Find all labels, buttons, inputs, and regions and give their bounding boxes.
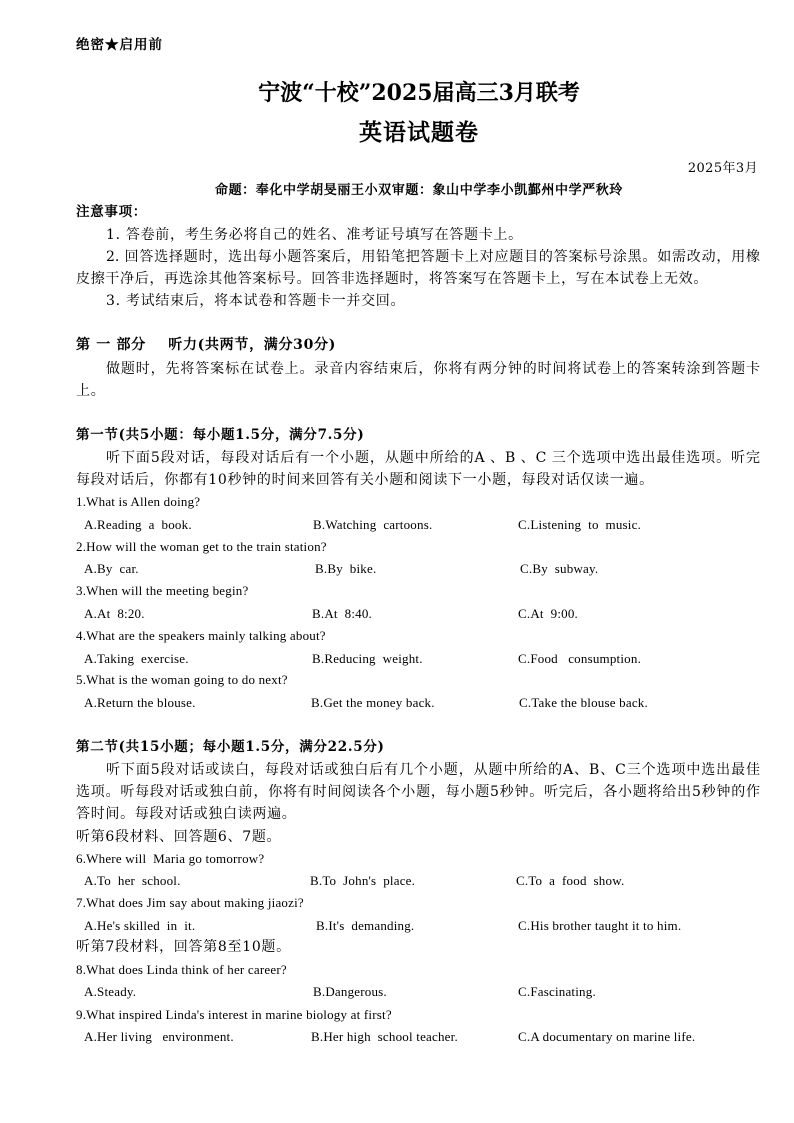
section-instructions: 听下面5段对话，每段对话后有一个小题，从题中所给的A 、B 、C 三个选项中选出最佳选项。听完 [106,450,760,466]
section-instructions-continued: 选项。听每段对话或独白前，你将有时间阅读各个小题，每小题5秒钟。听完后，各小题将给出5秒钟的作 [76,784,760,800]
option-c: C.By subway. [520,561,599,576]
notice-heading: 注意事项： [76,204,147,220]
question-stem: 3.When will the meeting begin? [76,583,249,598]
question-stem: 4.What are the speakers mainly talking about? [76,628,326,643]
part-heading: 第 一 部分 听力(共两节，满分30分) [76,337,337,353]
section-heading: 第一节(共5小题：每小题1.5分，满分7.5分) [76,427,365,443]
exam-subtitle: 英语试题卷 [359,119,479,146]
option-c: C.His brother taught it to him. [518,918,682,933]
option-b: B.It's demanding. [316,918,415,933]
author-line: 命题：奉化中学胡旻丽王小双审题：象山中学李小凯鄞州中学严秋玲 [214,183,623,198]
option-c: C.To a food show. [516,873,625,888]
option-a: A.At 8:20. [84,606,145,621]
part-instructions: 做题时，先将答案标在试卷上。录音内容结束后，你将有两分钟的时间将试卷上的答案转涂到答题卡 [106,361,760,377]
exam-title: 宁波“十校”2025届高三3月联考 [258,80,580,106]
option-a: A.He's skilled in it. [84,918,196,933]
question-stem: 2.How will the woman get to the train station? [76,539,327,554]
option-a: A.Taking exercise. [84,651,189,666]
question-stem: 7.What does Jim say about making jiaozi? [76,895,304,910]
option-a: A.Steady. [84,984,137,999]
question-stem: 8.What does Linda think of her career? [76,962,287,977]
option-a: A.Reading a book. [84,517,192,532]
question-stem: 5.What is the woman going to do next? [76,672,288,687]
section-heading: 第二节(共15小题；每小题1.5分，满分22.5分) [76,739,385,755]
option-c: C.Fascinating. [518,984,596,999]
section-instructions: 听下面5段对话或读白，每段对话或独白后有几个小题，从题中所给的A、B、C三个选项中选出最佳 [106,762,760,778]
part-instructions-continued: 上。 [76,383,106,399]
question-stem: 9.What inspired Linda's interest in marine biology at first? [76,1007,392,1022]
material-label: 听第6段材料、回答题6、7题。 [76,829,282,845]
option-b: B.At 8:40. [312,606,372,621]
notice-item: 2. 回答选择题时，选出每小题答案后，用铅笔把答题卡上对应题目的答案标号涂黑。如需改动，用橡 [106,249,760,265]
section-instructions-continued: 每段对话后，你都有10秒钟的时间来回答有关小题和阅读下一小题，每段对话仅读一遍。 [76,472,654,488]
section-instructions-continued: 答时间。每段对话或独白读两遍。 [76,806,297,822]
option-b: B.Her high school teacher. [311,1029,458,1044]
confidential-label: 绝密★启用前 [76,37,163,53]
notice-item-continued: 皮擦干净后，再选涂其他答案标号。回答非选择题时，将答案写在答题卡上，写在本试卷上无效。 [76,271,709,287]
notice-item: 1. 答卷前，考生务必将自己的姓名、准考证号填写在答题卡上。 [106,227,523,243]
question-stem: 1.What is Allen doing? [76,494,201,509]
option-a: A.Return the blouse. [84,695,196,710]
option-a: A.Her living environment. [84,1029,234,1044]
option-c: C.Listening to music. [518,517,642,532]
option-b: B.Get the money back. [311,695,435,710]
option-b: B.Watching cartoons. [313,517,433,532]
question-stem: 6.Where will Maria go tomorrow? [76,851,265,866]
notice-item: 3. 考试结束后，将本试卷和答题卡一并交回。 [106,293,406,309]
option-b: B.To John's place. [310,873,416,888]
option-a: A.To her school. [84,873,181,888]
option-b: B.By bike. [315,561,377,576]
option-a: A.By car. [84,561,139,576]
option-c: C.Take the blouse back. [519,695,648,710]
option-c: C.A documentary on marine life. [518,1029,696,1044]
material-label: 听第7段材料，回答第8至10题。 [76,939,291,955]
option-c: C.At 9:00. [518,606,578,621]
exam-date: 2025年3月 [687,161,758,176]
option-b: B.Dangerous. [313,984,387,999]
option-c: C.Food consumption. [518,651,642,666]
option-b: B.Reducing weight. [312,651,423,666]
